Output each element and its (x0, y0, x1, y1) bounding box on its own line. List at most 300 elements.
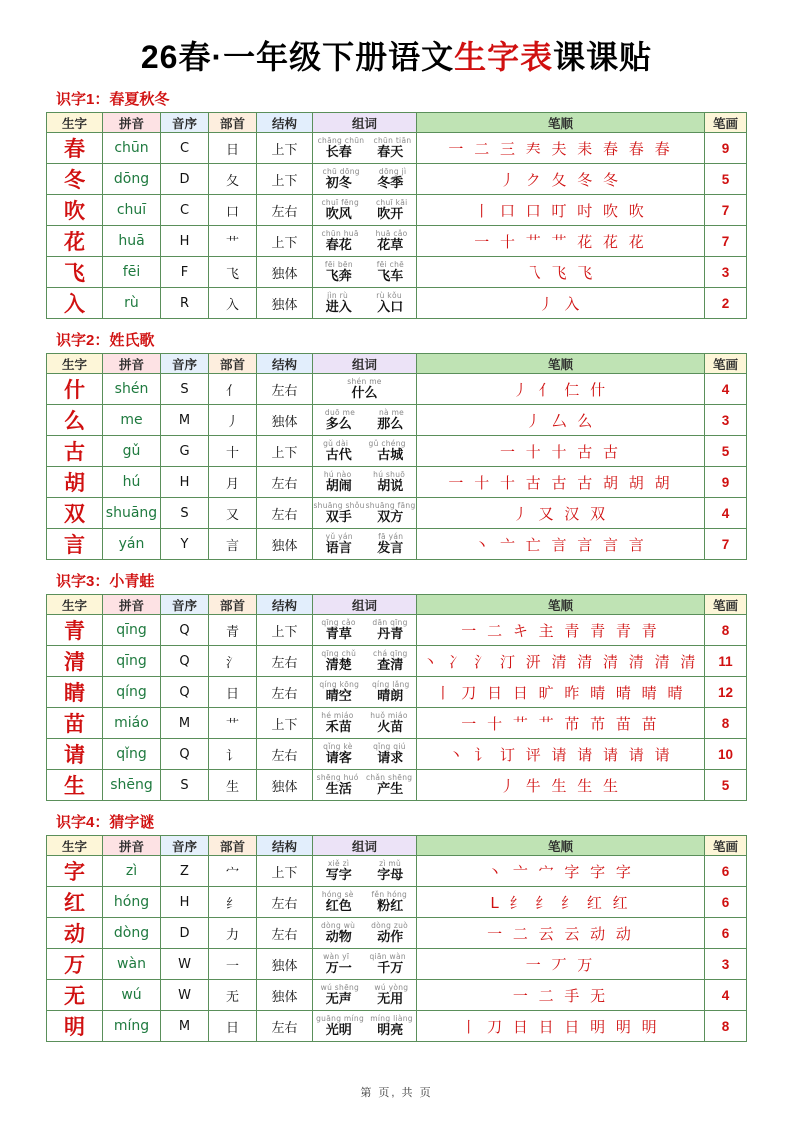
table-row (47, 615, 747, 646)
stroke-count-cell: 7 (705, 226, 747, 257)
title-prefix: 26春·一年级下册语文 (140, 39, 455, 75)
stroke-count-cell: 11 (705, 646, 747, 677)
stroke-count-cell: 4 (705, 980, 747, 1011)
words-pinyin (313, 680, 416, 689)
words-pinyin (313, 921, 416, 930)
word-text: 光明 (325, 1023, 352, 1038)
stroke-order-cell: 一 十 艹 艹 花 花 花 (417, 226, 705, 257)
words-cell (313, 980, 417, 1011)
word-pinyin: jìn rù (327, 291, 349, 300)
character-cell: 双 (47, 498, 103, 529)
stroke-order-cell: 一 丆 万 (417, 949, 705, 980)
words-pinyin (313, 408, 416, 417)
table-row (47, 708, 747, 739)
word-pinyin: qíng kōng (319, 680, 360, 689)
word-pinyin: dòng wù (320, 921, 356, 930)
structure-cell: 上下 (257, 856, 313, 887)
pinyin-cell: hóng (103, 887, 161, 918)
column-header: 部首 (209, 113, 257, 133)
word-pinyin: shēng huó (316, 773, 359, 782)
stroke-count-cell: 9 (705, 133, 747, 164)
word-text: 生活 (325, 782, 352, 797)
word-text: 禾苗 (325, 720, 352, 735)
word-pinyin: gǔ chéng (368, 439, 406, 448)
words-text (313, 689, 416, 704)
initial-letter-cell: Q (161, 615, 209, 646)
radical-cell: 力 (209, 918, 257, 949)
words-text (313, 269, 416, 284)
column-header: 组词 (313, 113, 417, 133)
word-pinyin: qīng cǎo (321, 618, 356, 627)
word-pinyin: chuī kāi (375, 198, 408, 207)
stroke-order-cell: L 纟 纟 纟 红 红 (417, 887, 705, 918)
pinyin-cell: wàn (103, 949, 161, 980)
stroke-order-cell: 一 二 キ 主 青 青 青 青 (417, 615, 705, 646)
word-pinyin: xiě zì (327, 859, 350, 868)
table-row (47, 677, 747, 708)
radical-cell: 艹 (209, 708, 257, 739)
words-pinyin (313, 983, 416, 992)
table-row (47, 257, 747, 288)
word-text: 语言 (325, 541, 352, 556)
word-pinyin: qǐng kè (323, 742, 353, 751)
pinyin-cell: dòng (103, 918, 161, 949)
words-cell (313, 436, 417, 467)
table-row (47, 374, 747, 405)
stroke-count-cell: 4 (705, 498, 747, 529)
sections-container (30, 88, 763, 1042)
stroke-order-cell: 一 二 手 无 (417, 980, 705, 1011)
structure-cell: 左右 (257, 646, 313, 677)
initial-letter-cell: M (161, 405, 209, 436)
character-cell: 入 (47, 288, 103, 319)
words-pinyin (313, 501, 416, 510)
character-cell: 春 (47, 133, 103, 164)
column-header: 组词 (313, 836, 417, 856)
words-cell (313, 887, 417, 918)
words-text (313, 658, 416, 673)
character-cell: 吹 (47, 195, 103, 226)
word-pinyin: fā yán (378, 532, 404, 541)
structure-cell: 上下 (257, 436, 313, 467)
stroke-count-cell: 7 (705, 529, 747, 560)
word-text: 无声 (325, 992, 352, 1007)
structure-cell: 左右 (257, 195, 313, 226)
word-pinyin: fēi bēn (324, 260, 353, 269)
pinyin-cell: yán (103, 529, 161, 560)
word-pinyin: chāng chūn (317, 136, 365, 145)
pinyin-cell: qǐng (103, 739, 161, 770)
word-text: 飞车 (377, 269, 404, 284)
stroke-order-cell: 一 二 云 云 动 动 (417, 918, 705, 949)
stroke-count-cell: 5 (705, 770, 747, 801)
character-cell: 明 (47, 1011, 103, 1042)
radical-cell: 口 (209, 195, 257, 226)
initial-letter-cell: H (161, 226, 209, 257)
initial-letter-cell: Z (161, 856, 209, 887)
table-row (47, 1011, 747, 1042)
column-header: 结构 (257, 836, 313, 856)
pinyin-cell: qíng (103, 677, 161, 708)
words-cell (313, 646, 417, 677)
radical-cell: 青 (209, 615, 257, 646)
stroke-count-cell: 8 (705, 708, 747, 739)
words-cell (313, 405, 417, 436)
column-header: 部首 (209, 836, 257, 856)
pinyin-cell: shuāng (103, 498, 161, 529)
word-pinyin: chá qīng (372, 649, 408, 658)
word-text: 多么 (325, 417, 352, 432)
word-text: 古代 (325, 448, 352, 463)
radical-cell: 日 (209, 133, 257, 164)
stroke-count-cell: 3 (705, 405, 747, 436)
words-pinyin (313, 890, 416, 899)
stroke-count-cell: 3 (705, 257, 747, 288)
column-header: 笔顺 (417, 595, 705, 615)
word-text: 红色 (325, 899, 352, 914)
radical-cell: 言 (209, 529, 257, 560)
word-pinyin: shuāng fāng (365, 501, 416, 510)
pinyin-cell: míng (103, 1011, 161, 1042)
column-header: 音序 (161, 595, 209, 615)
column-header: 组词 (313, 354, 417, 374)
words-text (313, 541, 416, 556)
character-table (46, 835, 747, 1042)
table-row (47, 164, 747, 195)
table-row (47, 195, 747, 226)
words-text (313, 1023, 416, 1038)
structure-cell: 独体 (257, 405, 313, 436)
stroke-count-cell: 4 (705, 374, 747, 405)
page-title (30, 32, 763, 78)
pinyin-cell: shēng (103, 770, 161, 801)
initial-letter-cell: Y (161, 529, 209, 560)
table-row (47, 133, 747, 164)
structure-cell: 独体 (257, 288, 313, 319)
word-text: 胡说 (377, 479, 404, 494)
word-pinyin: dān qīng (372, 618, 408, 627)
word-pinyin: wú yòng (374, 983, 409, 992)
radical-cell: 宀 (209, 856, 257, 887)
character-cell: 动 (47, 918, 103, 949)
stroke-count-cell: 6 (705, 887, 747, 918)
structure-cell: 左右 (257, 1011, 313, 1042)
words-text (313, 145, 416, 160)
table-row (47, 980, 747, 1011)
words-cell (313, 677, 417, 708)
word-text: 吹风 (325, 207, 352, 222)
radical-cell: 亻 (209, 374, 257, 405)
words-pinyin (313, 1014, 416, 1023)
initial-letter-cell: M (161, 708, 209, 739)
initial-letter-cell: D (161, 164, 209, 195)
initial-letter-cell: R (161, 288, 209, 319)
stroke-order-cell: 丿 厶 么 (417, 405, 705, 436)
character-cell: 飞 (47, 257, 103, 288)
word-text: 火苗 (377, 720, 404, 735)
word-text: 初冬 (325, 176, 352, 191)
character-cell: 字 (47, 856, 103, 887)
word-text: 进入 (325, 300, 352, 315)
stroke-count-cell: 5 (705, 436, 747, 467)
word-pinyin: yǔ yán (325, 532, 353, 541)
structure-cell: 上下 (257, 164, 313, 195)
words-pinyin (313, 136, 416, 145)
stroke-order-cell: 一 十 十 古 古 古 胡 胡 胡 (417, 467, 705, 498)
words-pinyin (313, 532, 416, 541)
stroke-count-cell: 10 (705, 739, 747, 770)
words-cell (313, 856, 417, 887)
column-header: 笔画 (705, 113, 747, 133)
words-pinyin (313, 291, 416, 300)
character-cell: 冬 (47, 164, 103, 195)
word-pinyin: chǎn shēng (365, 773, 413, 782)
character-cell: 言 (47, 529, 103, 560)
table-row (47, 405, 747, 436)
word-text: 晴空 (325, 689, 352, 704)
stroke-order-cell: 丿 又 汉 双 (417, 498, 705, 529)
words-pinyin (313, 711, 416, 720)
word-text: 花草 (377, 238, 404, 253)
table-row (47, 436, 747, 467)
words-pinyin (313, 649, 416, 658)
structure-cell: 上下 (257, 133, 313, 164)
word-text: 冬季 (377, 176, 404, 191)
word-pinyin: huǒ miáo (370, 711, 408, 720)
column-header: 部首 (209, 595, 257, 615)
column-header: 部首 (209, 354, 257, 374)
stroke-order-cell: 丨 刀 日 日 旷 昨 晴 晴 晴 晴 (417, 677, 705, 708)
radical-cell: 无 (209, 980, 257, 1011)
structure-cell: 独体 (257, 980, 313, 1011)
words-cell (313, 739, 417, 770)
character-cell: 花 (47, 226, 103, 257)
word-pinyin: fēi chē (376, 260, 405, 269)
radical-cell: 一 (209, 949, 257, 980)
pinyin-cell: qīng (103, 646, 161, 677)
words-cell (313, 949, 417, 980)
initial-letter-cell: G (161, 436, 209, 467)
structure-cell: 独体 (257, 529, 313, 560)
stroke-order-cell: 一 十 艹 艹 芇 芇 苗 苗 (417, 708, 705, 739)
word-pinyin: qǐng qiú (373, 742, 406, 751)
word-text: 飞奔 (325, 269, 352, 284)
word-text: 发言 (377, 541, 404, 556)
initial-letter-cell: D (161, 918, 209, 949)
radical-cell: 月 (209, 467, 257, 498)
word-pinyin: hóng sè (321, 890, 354, 899)
words-text (313, 479, 416, 494)
structure-cell: 独体 (257, 949, 313, 980)
radical-cell: 入 (209, 288, 257, 319)
words-text (313, 930, 416, 945)
words-cell (313, 918, 417, 949)
radical-cell: 又 (209, 498, 257, 529)
table-row (47, 529, 747, 560)
column-header: 拼音 (103, 354, 161, 374)
initial-letter-cell: H (161, 467, 209, 498)
word-text: 双方 (377, 510, 404, 525)
table-header-row (47, 836, 747, 856)
word-pinyin: chūn tiān (373, 136, 412, 145)
structure-cell: 独体 (257, 770, 313, 801)
word-text: 动物 (325, 930, 352, 945)
initial-letter-cell: F (161, 257, 209, 288)
word-pinyin: gǔ dài (323, 439, 349, 448)
column-header: 结构 (257, 595, 313, 615)
initial-letter-cell: Q (161, 739, 209, 770)
initial-letter-cell: S (161, 498, 209, 529)
pinyin-cell: miáo (103, 708, 161, 739)
structure-cell: 左右 (257, 467, 313, 498)
words-pinyin (313, 742, 416, 751)
column-header: 组词 (313, 595, 417, 615)
word-text: 晴朗 (377, 689, 404, 704)
words-text (313, 238, 416, 253)
words-text (313, 300, 416, 315)
word-pinyin: qiān wàn (369, 952, 406, 961)
words-cell (313, 374, 417, 405)
column-header: 音序 (161, 354, 209, 374)
words-pinyin (313, 470, 416, 479)
word-text: 古城 (377, 448, 404, 463)
stroke-count-cell: 8 (705, 615, 747, 646)
word-text: 无用 (377, 992, 404, 1007)
words-text (313, 961, 416, 976)
character-cell: 什 (47, 374, 103, 405)
word-text: 春花 (325, 238, 352, 253)
table-row (47, 288, 747, 319)
character-cell: 万 (47, 949, 103, 980)
stroke-count-cell: 12 (705, 677, 747, 708)
word-text: 动作 (377, 930, 404, 945)
word-pinyin: qíng lǎng (371, 680, 410, 689)
table-row (47, 739, 747, 770)
words-pinyin (313, 229, 416, 238)
table-row (47, 887, 747, 918)
initial-letter-cell: S (161, 770, 209, 801)
words-pinyin (313, 773, 416, 782)
words-cell (313, 133, 417, 164)
table-row (47, 646, 747, 677)
words-pinyin (313, 260, 416, 269)
word-text: 查清 (377, 658, 404, 673)
character-cell: 请 (47, 739, 103, 770)
radical-cell: 日 (209, 1011, 257, 1042)
word-text: 长春 (325, 145, 352, 160)
character-cell: 苗 (47, 708, 103, 739)
table-row (47, 226, 747, 257)
word-pinyin: shuāng shǒu (313, 501, 365, 510)
word-text: 产生 (377, 782, 404, 797)
word-text: 万一 (325, 961, 352, 976)
word-text: 入口 (377, 300, 404, 315)
character-cell: 么 (47, 405, 103, 436)
words-cell (313, 708, 417, 739)
structure-cell: 左右 (257, 918, 313, 949)
word-pinyin: duō me (324, 408, 356, 417)
word-pinyin: chū dōng (322, 167, 360, 176)
words-text (313, 782, 416, 797)
words-cell (313, 770, 417, 801)
word-text: 什么 (351, 386, 378, 401)
pinyin-cell: gǔ (103, 436, 161, 467)
word-pinyin: guāng míng (316, 1014, 365, 1023)
words-pinyin (313, 198, 416, 207)
word-pinyin: chuī fēng (321, 198, 360, 207)
words-cell (313, 467, 417, 498)
word-pinyin: dōng jì (378, 167, 407, 176)
stroke-order-cell: 丨 口 口 叮 吋 吹 吹 (417, 195, 705, 226)
stroke-count-cell: 9 (705, 467, 747, 498)
words-cell (313, 195, 417, 226)
stroke-order-cell: 丶 冫 氵 汀 汧 清 清 清 清 清 清 (417, 646, 705, 677)
radical-cell: 十 (209, 436, 257, 467)
character-cell: 胡 (47, 467, 103, 498)
words-text (313, 448, 416, 463)
word-pinyin: huā cǎo (375, 229, 408, 238)
table-header-row (47, 113, 747, 133)
words-text (313, 751, 416, 766)
words-cell (313, 615, 417, 646)
character-cell: 清 (47, 646, 103, 677)
section (30, 570, 763, 801)
structure-cell: 左右 (257, 677, 313, 708)
pinyin-cell: chuī (103, 195, 161, 226)
stroke-order-cell: 乁 飞 飞 (417, 257, 705, 288)
initial-letter-cell: C (161, 195, 209, 226)
stroke-count-cell: 5 (705, 164, 747, 195)
word-pinyin: chūn huā (321, 229, 359, 238)
stroke-order-cell: 丿 亻 仁 什 (417, 374, 705, 405)
words-pinyin (313, 439, 416, 448)
words-cell (313, 164, 417, 195)
stroke-order-cell: 丿 ク 夂 冬 冬 (417, 164, 705, 195)
word-pinyin: qīng chǔ (321, 649, 357, 658)
words-text (313, 207, 416, 222)
initial-letter-cell: Q (161, 646, 209, 677)
character-cell: 青 (47, 615, 103, 646)
structure-cell: 上下 (257, 226, 313, 257)
words-cell (313, 498, 417, 529)
stroke-count-cell: 3 (705, 949, 747, 980)
column-header: 生字 (47, 113, 103, 133)
word-pinyin: shén me (347, 377, 382, 386)
word-pinyin: hú shuō (373, 470, 406, 479)
section-title: 识字2：姓氏歌 (56, 332, 155, 349)
stroke-order-cell: 一 十 十 古 古 (417, 436, 705, 467)
word-text: 吹开 (377, 207, 404, 222)
pinyin-cell: fēi (103, 257, 161, 288)
column-header: 生字 (47, 836, 103, 856)
column-header: 笔顺 (417, 113, 705, 133)
section-title: 识字1：春夏秋冬 (56, 91, 170, 108)
word-text: 粉红 (377, 899, 404, 914)
word-text: 那么 (377, 417, 404, 432)
column-header: 生字 (47, 354, 103, 374)
pinyin-cell: dōng (103, 164, 161, 195)
words-pinyin (313, 167, 416, 176)
radical-cell: 纟 (209, 887, 257, 918)
initial-letter-cell: Q (161, 677, 209, 708)
radical-cell: 夂 (209, 164, 257, 195)
word-pinyin: hú nào (323, 470, 352, 479)
pinyin-cell: shén (103, 374, 161, 405)
character-cell: 睛 (47, 677, 103, 708)
words-pinyin (313, 618, 416, 627)
stroke-order-cell: 丿 牛 生 生 生 (417, 770, 705, 801)
pinyin-cell: rù (103, 288, 161, 319)
